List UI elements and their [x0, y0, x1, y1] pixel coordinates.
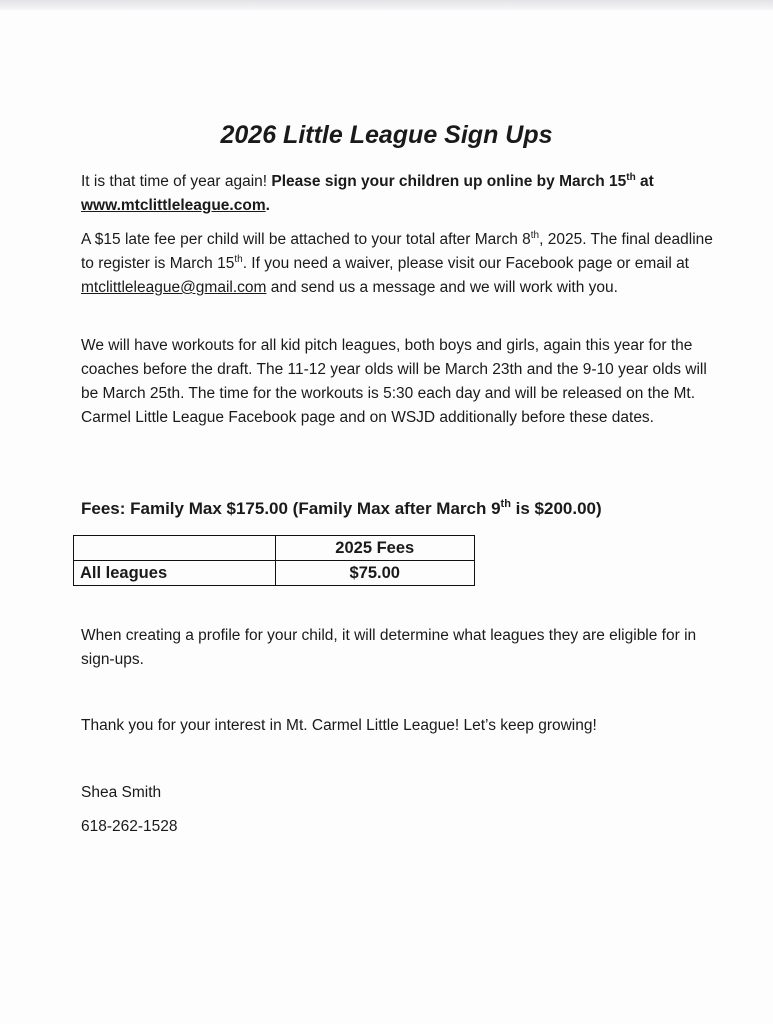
intro-bold-text: Please sign your children up online by March 15 — [271, 173, 627, 190]
intro-bold-tail: at — [635, 173, 654, 190]
fee-table-cell-fee: $75.00 — [275, 561, 475, 586]
fees-heading-sup: th — [500, 498, 511, 510]
fees-heading-text-a: Fees: Family Max $175.00 (Family Max after March 9 — [81, 499, 501, 518]
website-link[interactable]: www.mtclittleleague.com — [81, 197, 266, 214]
fee-table-cell-league: All leagues — [74, 561, 276, 586]
intro-period: . — [265, 197, 270, 214]
signature-name: Shea Smith — [81, 784, 162, 801]
intro-paragraph — [81, 170, 713, 218]
fees-heading — [81, 499, 602, 519]
fee-table-header-cell: 2025 Fees — [275, 536, 475, 561]
late-fee-sup-a: th — [530, 230, 540, 241]
fee-table-header-cell — [74, 536, 276, 561]
profile-note-paragraph: When creating a profile for your child, it will determine what leagues they are eligible for in sign-ups. — [81, 627, 697, 668]
thanks-paragraph: Thank you for your interest in Mt. Carmel Little League! Let’s keep growing! — [81, 717, 597, 734]
fee-table — [73, 535, 475, 586]
late-fee-text-a: A $15 late fee per child will be attached to your total after March 8 — [81, 231, 531, 248]
late-fee-text-b: , 2025. The final deadline to register is March 15 — [81, 231, 713, 272]
table-row — [74, 561, 475, 586]
page-title: 2026 Little League Sign Ups — [220, 121, 553, 149]
signature-phone: 618-262-1528 — [81, 818, 178, 835]
intro-sup: th — [626, 172, 636, 183]
late-fee-sup-b: th — [234, 254, 243, 265]
workouts-paragraph: We will have workouts for all kid pitch leagues, both boys and girls, again this year for the coaches before the draft. The 11-12 year olds will be March 23th and the 9-10 year olds will be March 25th. The time for the workouts is 5:30 each day and will be released on the Mt. Carmel Little League Facebook page and on WSJD additionally before these dates. — [81, 337, 707, 426]
email-link[interactable]: mtclittleleague@gmail.com — [81, 279, 267, 296]
late-fee-text-d: and send us a message and we will work with you. — [266, 279, 618, 296]
late-fee-text-c: . If you need a waiver, please visit our Facebook page or email at — [242, 255, 689, 272]
fee-table-header-row — [74, 536, 475, 561]
late-fee-paragraph — [81, 228, 713, 300]
intro-lead: It is that time of year again! — [81, 173, 268, 190]
fees-heading-text-b: is $200.00) — [510, 499, 602, 518]
